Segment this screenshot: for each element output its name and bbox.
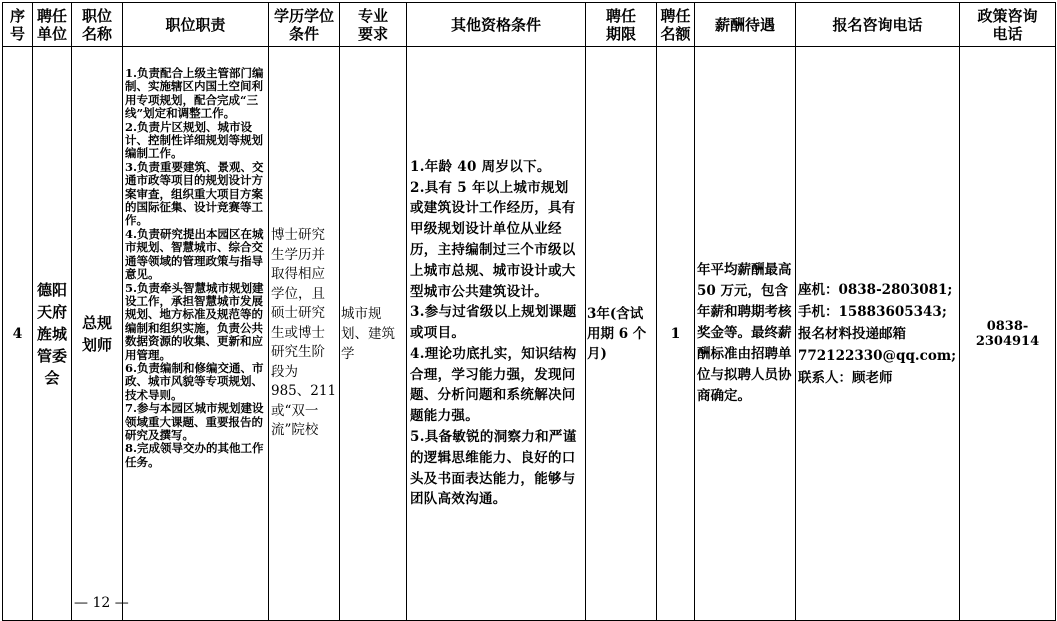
header-position: 职位 名称 xyxy=(72,3,123,47)
header-major: 专业 要求 xyxy=(340,3,407,47)
cell-other-qualifications xyxy=(407,47,586,621)
header-term: 聘任 期限 xyxy=(586,3,657,47)
cell-contact xyxy=(796,47,960,621)
contact-landline: 座机：0838-2803081; xyxy=(798,281,953,298)
qualification-item: 1.年龄 40 周岁以下。 xyxy=(410,158,551,175)
contact-email[interactable]: 772122330@qq.com; xyxy=(798,347,957,364)
header-count: 聘任 名额 xyxy=(657,3,695,47)
cell-duties xyxy=(123,47,269,621)
header-education: 学历学位 条件 xyxy=(269,3,340,47)
duty-item: 2.负责片区规划、城市设计、控制性详细规划等规划编制工作。 xyxy=(125,119,263,161)
duty-item: 6.负责编制和修编交通、市政、城市风貌等专项规划、技术导则。 xyxy=(125,360,264,402)
header-other: 其他资格条件 xyxy=(407,3,586,47)
duty-item: 3.负责重要建筑、景观、交通市政等项目的规划设计方案审查，组织重大项目方案的国际征集、设计竞赛等工作。 xyxy=(125,159,264,228)
cell-term: 3年(含试用期 6 个月) xyxy=(586,47,657,621)
qualification-item: 4.理论功底扎实，知识结构合理，学习能力强，发现问题、分析问题和系统解决问题能力强。 xyxy=(410,345,577,425)
header-contact: 报名咨询电话 xyxy=(796,3,960,47)
cell-education: 博士研究生学历并取得相应学位，且硕士研究生或博士研究生阶段为985、211或“双一流”院校 xyxy=(269,47,340,621)
cell-unit: 德阳 天府 旌城 管委 会 xyxy=(33,47,72,621)
cell-num: 4 xyxy=(3,47,33,621)
table-row xyxy=(3,47,1056,621)
cell-count: 1 xyxy=(657,47,695,621)
duty-item: 4.负责研究提出本园区在城市规划、智慧城市、综合交通等领域的管理政策与指导意见。 xyxy=(125,226,264,282)
cell-policy-phone: 0838-2304914 xyxy=(960,47,1056,621)
qualification-item: 3.参与过省级以上规划课题或项目。 xyxy=(410,304,577,342)
contact-email-label: 报名材料投递邮箱 xyxy=(798,325,906,342)
qualification-item: 2.具有 5 年以上城市规划或建筑设计工作经历，具有甲级规划设计单位从业经历，主持编制过三个市级以上城市总规、城市设计或大型城市公共建筑设计。 xyxy=(410,179,576,300)
cell-major: 城市规划、建筑学 xyxy=(340,47,407,621)
header-row xyxy=(3,3,1056,47)
duty-item: 7.参与本园区城市规划建设领域重大课题、重要报告的研究及撰写。 xyxy=(125,401,264,442)
cell-salary: 年平均薪酬最高 50 万元，包含年薪和聘期考核奖金等。最终薪酬标准由招聘单位与拟聘人员协商确定。 xyxy=(695,47,796,621)
header-num: 序 号 xyxy=(3,3,33,47)
contact-person: 联系人：顾老师 xyxy=(798,369,893,386)
header-duties: 职位职责 xyxy=(123,3,269,47)
header-policy: 政策咨询 电话 xyxy=(960,3,1056,47)
header-unit: 聘任 单位 xyxy=(33,3,72,47)
recruitment-table xyxy=(2,2,1056,621)
contact-mobile: 手机：15883605343; xyxy=(798,303,947,320)
qualification-item: 5.具备敏锐的洞察力和严谨的逻辑思维能力、良好的口头及书面表达能力，能够与团队高效沟通。 xyxy=(410,429,577,508)
cell-position: 总规 划师 xyxy=(72,47,123,621)
duty-item: 1.负责配合上级主管部门编制、实施辖区内国土空间利用专项规划，配合完成“三线”划定和调整工作。 xyxy=(125,66,264,121)
page-number: — 12 — xyxy=(74,595,129,611)
header-salary: 薪酬待遇 xyxy=(695,3,796,47)
duty-item: 5.负责牵头智慧城市规划建设工作，承担智慧城市发展规划、地方标准及规范等的编制和组织实施，负责公共数据资源的收集、更新和应用管理。 xyxy=(125,280,264,362)
duty-item: 8.完成领导交办的其他工作任务。 xyxy=(125,441,264,469)
